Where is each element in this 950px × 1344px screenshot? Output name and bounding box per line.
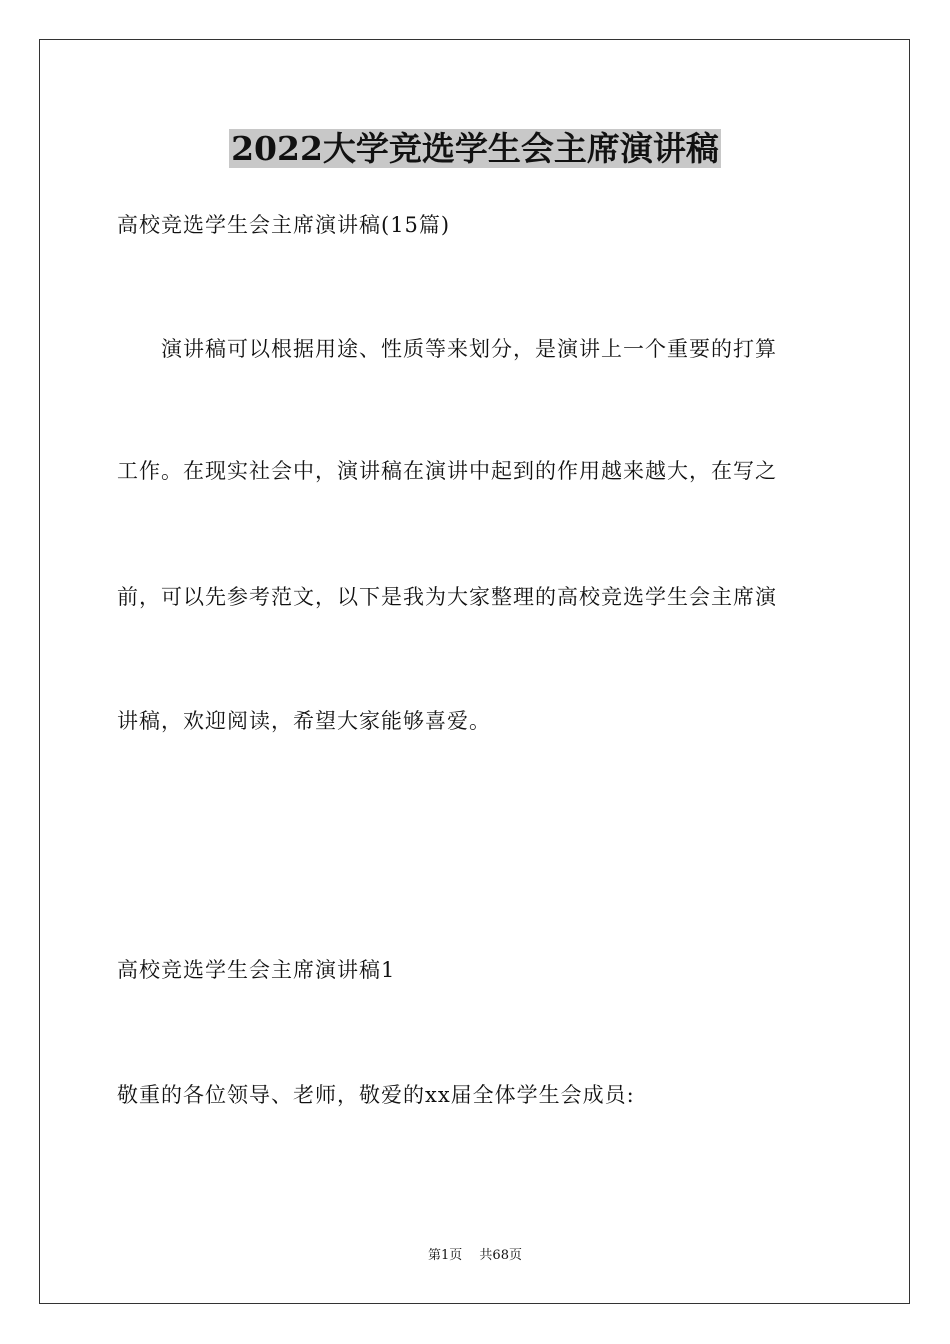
intro-line-3: 前，可以先参考范文，以下是我为大家整理的高校竞选学生会主席演 bbox=[117, 585, 777, 609]
intro-line-2: 工作。在现实社会中，演讲稿在演讲中起到的作用越来越大，在写之 bbox=[117, 459, 777, 483]
intro-line-1: 演讲稿可以根据用途、性质等来划分，是演讲上一个重要的打算 bbox=[117, 337, 777, 361]
document-title-text: 2022大学竞选学生会主席演讲稿 bbox=[231, 129, 719, 168]
intro-line-4: 讲稿，欢迎阅读，希望大家能够喜爱。 bbox=[117, 709, 491, 733]
document-subtitle: 高校竞选学生会主席演讲稿(15篇) bbox=[117, 213, 451, 237]
section-heading: 高校竞选学生会主席演讲稿1 bbox=[117, 958, 396, 982]
page-footer: 第1页 共68页 bbox=[428, 1248, 522, 1263]
salutation: 敬重的各位领导、老师，敬爱的xx届全体学生会成员: bbox=[117, 1083, 635, 1107]
document-title bbox=[0, 126, 950, 172]
